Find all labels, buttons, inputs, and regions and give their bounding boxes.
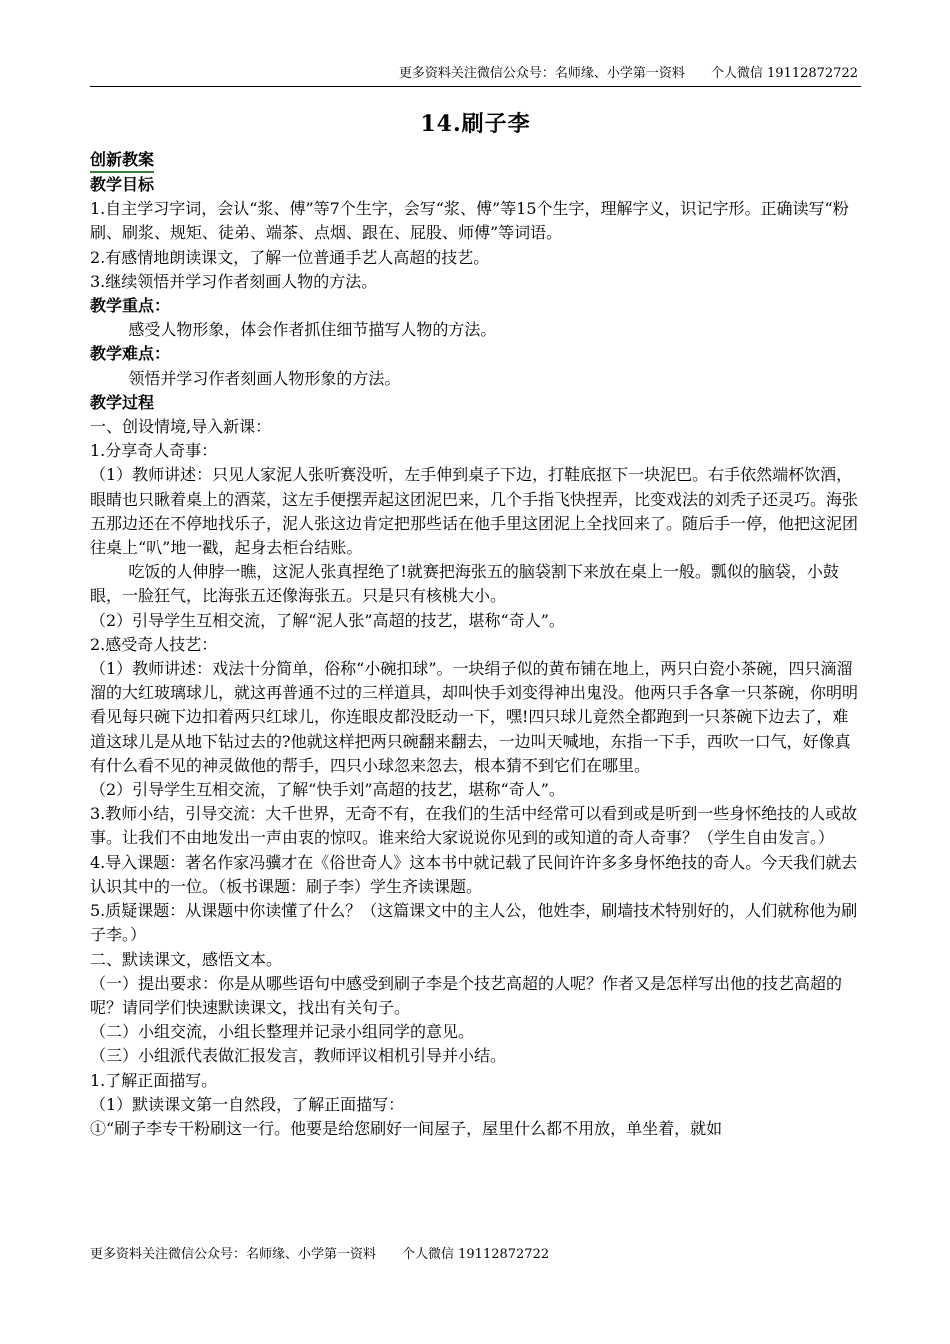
goal-item-1: 1.自主学习字词，会认“浆、傅”等7个生字，会写“浆、傅”等15个生字，理解字义，识记字形。正确读写“粉刷、刷浆、规矩、徒弟、端茶、点烟、跟在、屁股、师傅”等词语。 (90, 199, 849, 243)
process-part-2-1: （一）提出要求：你是从哪些语句中感受到刷子李是个技艺高超的人呢？作者又是怎样写出他的技艺高超的呢？请同学们快速默读课文，找出有关句子。 (90, 973, 843, 1017)
process-part-2: 二、默读课文，感悟文本。 (90, 949, 283, 969)
key-points-text: 感受人物形象，体会作者抓住细节描写人物的方法。 (128, 320, 497, 340)
process-item-5: 5.质疑课题：从课题中你读懂了什么？（这篇课文中的主人公，他姓李，刷墙技术特别好的，人们就称他为刷子李。） (90, 901, 858, 945)
key-points-heading: 教学重点： (90, 296, 171, 316)
section-label: 创新教案 (90, 149, 154, 173)
lesson-title: 14.刷子李 (420, 111, 531, 137)
lesson-content (90, 148, 861, 1141)
process-item-1-1: （1）教师讲述：只见人家泥人张听赛没听，左手伸到桌子下边，打鞋底抠下一块泥巴。右手依然端杯饮酒，眼睛也只瞅着桌上的酒菜，这左手便摆弄起这团泥巴来，几个手指飞快捏弄，比变戏法的刘秃子还灵巧。海张五那边还在不停地找乐子，泥人张这边肯定把那些话在他手里这团泥上全找回来了。随后手一停，他把这泥团往桌上“叭”地一戳，起身去柜台结账。 (90, 465, 859, 558)
process-part-1: 一、创设情境,导入新课： (90, 417, 272, 437)
goal-item-2: 2.有感情地朗读课文，了解一位普通手艺人高超的技艺。 (90, 247, 490, 267)
process-item-3: 3.教师小结，引导交流：大千世界，无奇不有，在我们的生活中经常可以看到或是听到一些身怀绝技的人或故事。让我们不由地发出一声由衷的惊叹。谁来给大家说说你见到的或知道的奇人奇事？（学生自由发言。） (90, 804, 858, 848)
process-part-2-3: （三）小组派代表做汇报发言，教师评议相机引导并小结。 (90, 1046, 507, 1066)
process-item-p1-quote: ①“刷子李专干粉刷这一行。他要是给您刷好一间屋子，屋里什么都不用放，单坐着，就如 (90, 1118, 723, 1138)
process-item-p1-1: （1）默读课文第一自然段，了解正面描写： (90, 1094, 405, 1114)
process-item-2-2: （2）引导学生互相交流，了解“快手刘”高超的技艺，堪称“奇人”。 (90, 780, 565, 800)
process-heading: 教学过程 (90, 392, 155, 412)
process-item-1: 1.分享奇人奇事： (90, 441, 218, 461)
page-footer-text: 更多资料关注微信公众号：名师缘、小学第一资料 个人微信 19112872722 (90, 1247, 550, 1262)
goals-heading: 教学目标 (90, 175, 155, 194)
process-item-1-1-continued: 吃饭的人伸脖一瞧，这泥人张真捏绝了!就赛把海张五的脑袋割下来放在桌上一般。瓢似的脑袋，小鼓眼，一脸狂气，比海张五还像海张五。只是只有核桃大小。 (90, 562, 839, 606)
process-item-4: 4.导入课题：著名作家冯骥才在《俗世奇人》这本书中就记载了民间许许多多身怀绝技的奇人。今天我们就去认识其中的一位。（板书课题：刷子李）学生齐读课题。 (90, 852, 858, 896)
page-header-text: 更多资料关注微信公众号：名师缘、小学第一资料 个人微信 19112872722 (398, 66, 858, 81)
difficult-points-text: 领悟并学习作者刻画人物形象的方法。 (128, 368, 401, 388)
process-item-2-1: （1）教师讲述：戏法十分简单，俗称“小碗扣球”。一块绢子似的黄布铺在地上，两只白瓷小茶碗，四只滴溜溜的大红玻璃球儿，就这再普通不过的三样道具，却叫快手刘变得神出鬼没。他两只手各拿一只茶碗，你明明看见每只碗下边扣着两只红球儿，你连眼皮都没眨动一下，嘿!四只球儿竟然全都跑到一只茶碗下边去了，难道这球儿是从地下钻过去的?他就这样把两只碗翻来翻去，一边叫天喊地，东指一下手，西吹一口气，好像真有什么看不见的神灵做他的帮手，四只小球忽来忽去，根本猜不到它们在哪里。 (90, 659, 859, 775)
process-part-2-2: （二）小组交流，小组长整理并记录小组同学的意见。 (90, 1022, 475, 1042)
difficult-points-heading: 教学难点： (90, 344, 171, 364)
process-item-1-2: （2）引导学生互相交流，了解“泥人张”高超的技艺，堪称“奇人”。 (90, 610, 565, 630)
process-item-2: 2.感受奇人技艺： (90, 634, 218, 654)
header-divider (90, 86, 861, 87)
process-item-p1: 1.了解正面描写。 (90, 1070, 218, 1090)
goal-item-3: 3.继续领悟并学习作者刻画人物的方法。 (90, 271, 378, 291)
